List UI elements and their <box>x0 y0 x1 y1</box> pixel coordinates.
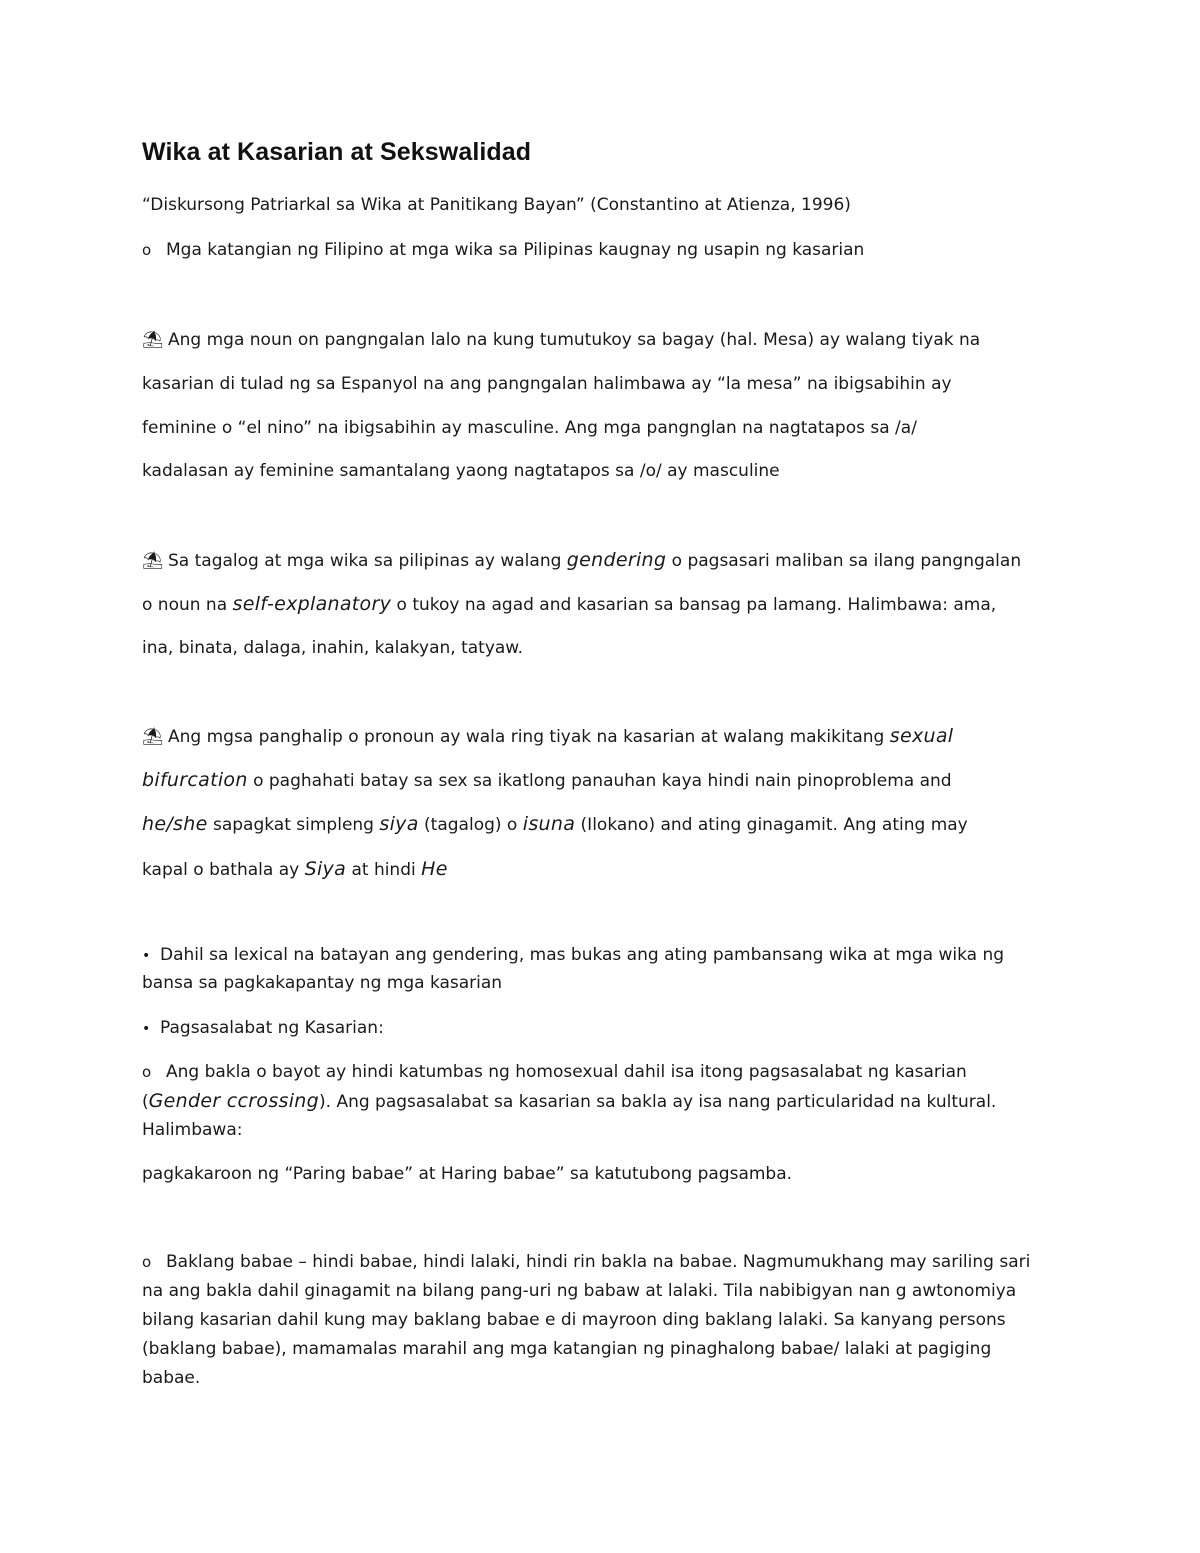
bullet-pagsasalabat-text: Pagsasalabat ng Kasarian: <box>160 1018 384 1038</box>
italic-term-self-explanatory: self-explanatory <box>232 593 392 615</box>
example-line: pagkakaroon ng “Paring babae” at Haring babae” sa katutubong pagsamba. <box>142 1164 793 1184</box>
umbrella-icon: ⛱ <box>142 330 164 350</box>
circle-bullet-marker: o <box>142 241 152 259</box>
bullet-lexical-line-1 <box>142 943 1004 968</box>
italic-term-sexual: sexual <box>889 725 954 747</box>
section3-text: o paghahati batay sa sex sa ikatlong panauhan kaya hindi nain pinoproblema and <box>247 771 952 791</box>
sub2-line-2: na ang bakla dahil ginagamit na bilang pang-uri ng babaw at lalaki. Tila nabibigyan nan g awtonomiya <box>142 1281 1017 1301</box>
section3-line-2 <box>142 768 952 793</box>
section3-text: (tagalog) o <box>418 815 523 835</box>
sub1-text: Ang bakla o bayot ay hindi katumbas ng homosexual dahil isa itong pagsasalabat ng kasarian <box>166 1062 967 1082</box>
italic-term-bifurcation: bifurcation <box>142 769 248 791</box>
sub2-text: Baklang babae – hindi babae, hindi lalaki, hindi rin bakla na babae. Nagmumukhang may sariling sari <box>166 1252 1031 1272</box>
section3-text: sapagkat simpleng <box>207 815 380 835</box>
section2-text: o pagsasari maliban sa ilang pangngalan <box>666 551 1022 571</box>
sub1-text: ( <box>142 1092 149 1112</box>
umbrella-icon: ⛱ <box>142 727 164 747</box>
italic-term-siya: siya <box>379 813 419 835</box>
circle-bullet-marker: o <box>142 1253 152 1271</box>
intro-point-text: Mga katangian ng Filipino at mga wika sa Pilipinas kaugnay ng usapin ng kasarian <box>166 240 865 260</box>
section1-line-3: feminine o “el nino” na ibigsabihin ay masculine. Ang mga pangnglan na nagtatapos sa /a/ <box>142 418 917 438</box>
sub2-line-5: babae. <box>142 1368 201 1388</box>
sub1-line-3: Halimbawa: <box>142 1120 243 1140</box>
italic-term-gendering: gendering <box>566 549 667 571</box>
section2-text: Sa tagalog at mga wika sa pilipinas ay walang <box>168 551 567 571</box>
bullet-marker: • <box>142 1021 151 1037</box>
sub2-line-3: bilang kasarian dahil kung may baklang babae e di mayroon ding baklang lalaki. Sa kanyang persons <box>142 1310 1006 1330</box>
section2-text: o tukoy na agad and kasarian sa bansag pa lamang. Halimbawa: ama, <box>391 595 997 615</box>
italic-term-gender-crossing: Gender ccrossing <box>148 1090 320 1112</box>
section3-text: (Ilokano) and ating ginagamit. Ang ating may <box>575 815 968 835</box>
section2-line-3: ina, binata, dalaga, inahin, kalakyan, tatyaw. <box>142 638 524 658</box>
bullet-lexical-text: Dahil sa lexical na batayan ang gendering, mas bukas ang ating pambansang wika at mga wika ng <box>160 945 1005 965</box>
section1-line-1 <box>142 328 980 352</box>
sub1-line-2 <box>142 1089 996 1114</box>
italic-term-he-she: he/she <box>142 813 208 835</box>
intro-point <box>142 238 864 262</box>
sub1-text: ). Ang pagsasalabat sa kasarian sa bakla ay isa nang particularidad na kultural. <box>319 1092 997 1112</box>
section3-text: kapal o bathala ay <box>142 860 305 880</box>
section1-text-1: Ang mga noun on pangngalan lalo na kung tumutukoy sa bagay (hal. Mesa) ay walang tiyak na <box>168 330 981 350</box>
section3-text: at hindi <box>346 860 422 880</box>
subtitle-citation: “Diskursong Patriarkal sa Wika at Panitikang Bayan” (Constantino at Atienza, 1996) <box>142 195 851 215</box>
section2-text: o noun na <box>142 595 233 615</box>
section1-line-4: kadalasan ay feminine samantalang yaong nagtatapos sa /o/ ay masculine <box>142 461 780 481</box>
bullet-pagsasalabat <box>142 1016 384 1041</box>
italic-term-siya-capital: Siya <box>304 858 347 880</box>
section3-line-3 <box>142 812 968 837</box>
section3-line-1 <box>142 724 953 749</box>
section3-line-4 <box>142 857 448 882</box>
section2-line-1 <box>142 548 1021 573</box>
section2-line-2 <box>142 592 996 617</box>
section1-line-2: kasarian di tulad ng sa Espanyol na ang pangngalan halimbawa ay “la mesa” na ibigsabihin ay <box>142 374 952 394</box>
italic-term-isuna: isuna <box>522 813 576 835</box>
circle-bullet-marker: o <box>142 1063 152 1081</box>
umbrella-icon: ⛱ <box>142 551 164 571</box>
sub1-line-1 <box>142 1060 967 1084</box>
sub2-line-4: (baklang babae), mamamalas marahil ang mga katangian ng pinaghalong babae/ lalaki at pagiging <box>142 1339 992 1359</box>
section3-text: Ang mgsa panghalip o pronoun ay wala ring tiyak na kasarian at walang makikitang <box>168 727 890 747</box>
bullet-marker: • <box>142 948 151 964</box>
italic-term-he: He <box>421 858 448 880</box>
sub2-line-1 <box>142 1250 1030 1274</box>
document-title: Wika at Kasarian at Sekswalidad <box>142 138 532 166</box>
bullet-lexical-line-2: bansa sa pagkakapantay ng mga kasarian <box>142 973 503 993</box>
